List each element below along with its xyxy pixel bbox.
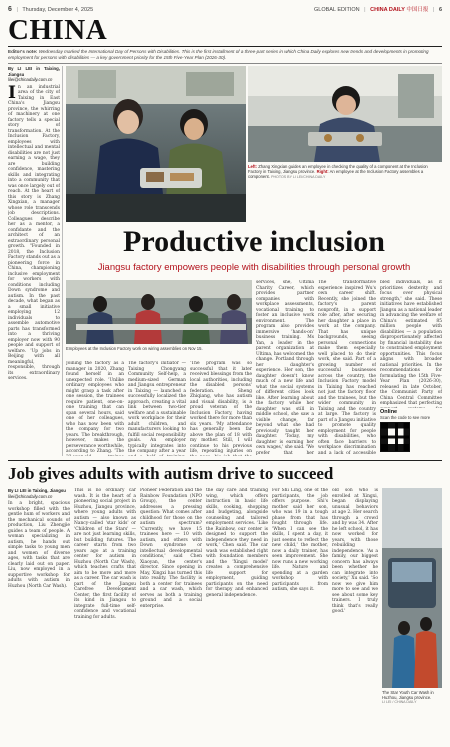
story1-column-1: [8, 66, 60, 457]
story1-column-4: 'The program was so successful that it later received blessings from the local authorities, including the disabled persons' federation. Sheng Zhiqiang, who has autism and visual disability, is a proud veteran of the Inclusion Factory, having worked there for more than six years. 'My attendance has generally been far above the plan of 18 with my mother. Still, I will continue to his previous life, repeating injuries on: [190, 361, 252, 454]
page-number: 6: [8, 5, 12, 13]
story2-text-1: In a bright, spacious workshop filled with the gentle hum of workers and the mechanical sounds of production, Liu Zhengjie guides a team of people. A woman specializing in autism, he hands out simple tasks to young men and women of diverse ages, with tasks that are clearly laid out on paper. Liu, now employed in a supportive workshop for adults with autism in Huzhou (North Car Wash).: [8, 501, 70, 589]
caption-left-label: Left:: [248, 164, 258, 169]
editor-rule: [8, 63, 442, 64]
story1-column-2: Joining the factory as a manager in 2020, Zhang found herself in an unexpected role. 'Unlike ordinary employees who might grasp a task after one session, the trainees require patient, one-on-one training that can span several hours, said one of her colleagues, who has now been with the company for two years. The breakthrough, however, makes the perseverance worthwhile, according to Zhang. 'The: [66, 361, 124, 454]
car-wash-credit: LI LEI / CHINA DAILY: [382, 700, 417, 705]
story2-column-5: For Shi Ling, one of the participants, the job offers purpose. Shi's mother said her son, who was 19 in a tough phase from that has fought through life. 'When I can see the skills, I spent a day, it just seems to reflect the new child,' the mother, now a daily trainer, has seen improvement. She now runs a new working life. Nature and spending at a garden workshop with participants from autism, she says it.: [272, 488, 328, 592]
photo-worker-assembling: [248, 66, 442, 162]
story1-column-5: services, she, Ultima Charity Career, which provides partner companies with workplace assessments, vocational training to foster an inclusive work environment. The program also provides immersive 'hands-on' business training. Ms Yan, a leader in the parent organization at Ultima, has welcomed the change. Portland through her daughter's experience. Her son, the daughter doesn't know much of a new life and what the social systems of different cities look like. After learning about the factory while her daughter was still in middle school, she saw a visible change, far beyond what she had previously taught her daughter. 'Today, my daughter is earning her own wages,' she said. 'We prefer that her: [256, 280, 314, 456]
story2-column-2: This is no ordinary car wash. It is the heart of a pioneering social project in Huzhou, Jiangsu province, where young adults with autism — also known as Nancy-called 'star kids' or 'Children of the Stars' — are not just learning skills, but building futures. The career starts from two years ago at a training center for autism in Huzhou (North Car Wash), which teaches crafts that aim to be more and more as a career. The car wash is part of the Jiangsu Carefree Development Center, the first facility of its kind in Jiangsu to integrate full-time self-confidence and vocational training for adults.: [74, 488, 136, 620]
story2-column-3: Pioneer Federation and the Rainbow Foundation (NPO Group), the center addresses a pressing question: What comes after childhood for those on the autism spectrum? 'Currently, we have 15 trainees here — 10 with autism, and others with Down syndrome or intellectual developmental conditions,' said Chen Xiaoyan, the center's director. Since opening in May, Xingxi has turned this into reality. The facility is both a center for trainees and a car wash, which serves as both a training ground and a social enterprise.: [140, 488, 202, 609]
story2-headline: Job gives adults with autism drive to succeed: [8, 464, 334, 483]
story1-byline: By LI LEI in Taixing, Jiangsu: [8, 66, 60, 77]
second-photo-caption: Employees at the Inclusion Factory work on wiring assemblies on Nov 15.: [66, 346, 203, 351]
story2-byline-email: lilei@chinadaily.com.cn: [8, 493, 53, 499]
story1-text-1: n an industrial area of the city of Taixing in East China's Jiangsu province, the whirring of machinery at one factory tells a special story of transformation. At the Inclusion Factory, employees with intellectual and mental disabilities are not just earning a wage, they are building confidence, mastering skills and integrating into a community that was once largely out of reach. At the heart of this story is Zhang Xingxian, a manager whose role transcends job descriptions. Colleagues describe her as a mentor, a confidante and the architect of an extraordinary personal growth. "Founded in 2018, the Inclusion Factory stands out as a pioneering force in China, championing inclusive employment for workers with conditions including Down syndrome and autism. In the past decade, what began as a small initiative employing 12 individuals to assemble automotive parts has transformed into a thriving employer now with 90 people and support of welfare. 'Up jobs in Beijing with all meaningful, responsible, through its extraordinary services.: [8, 84, 60, 381]
masthead-right: GLOBAL EDITION | CHINA DAILY 中国日报 | 6: [313, 7, 442, 13]
issue-date: Thursday, December 4, 2025: [22, 6, 94, 13]
section-rule: [8, 46, 442, 47]
masthead-left: 6 | Thursday, December 4, 2025: [8, 5, 94, 13]
online-text: Scan the code to see more: [380, 415, 431, 421]
page-marker: 6: [438, 7, 442, 13]
story2-byline: By LI LEI in Taixing, Jiangsu: [8, 488, 66, 493]
qr-code-icon[interactable]: [380, 422, 410, 452]
photo-wiring-workshop: [66, 280, 252, 344]
story-divider: [8, 460, 442, 461]
story1-column-6: The transformative experience inspired Wu's own career shift. Recently, she joined the factory's parent nonprofit, in a support role after, after securing her daughter a place in work at the company. That has unique backgrounds, seeing personal connections make them especially well placed to do their work, she said. Part of a growing number of successful businesses across the country, the Inclusion Factory model in Taixing has reached not just the factory floor and the trainees, but the wider community in Taixing and the country at large. The factory is part of a Jiangsu initiative to promote quality employment for people with disabilities, who often face barriers to workplace discrimination and a lack of accessible: [318, 280, 376, 456]
headline-deck: Jiangsu factory empowers people with disabilities through personal growth: [97, 262, 411, 273]
brand-name-cn: 中国日报: [406, 7, 429, 13]
column-divider: [62, 66, 63, 456]
caption-right-text: An employee at the Inclusion Factory assembles a component.: [248, 169, 424, 180]
story1-column-8: bled individuals, as it prioritizes dexterity and focus over physical strength,' she said. These initiatives have established Jiangsu as a national leader in advancing the welfare of China's estimated 85 million people with disabilities — a population disproportionately affected by financial instability due to constrained employment opportunities. This focus aligns with broader national priorities. In the recommendations for formulating the 15th Five-Year Plan (2026-30), released in late October, the Communist Party of China Central Committee emphasized that perfecting: [380, 280, 442, 406]
story2-column-6: old son who is enrolled at Xingxi, began displaying unusual behaviors at age 2. Her search through a crowd and by was 34. After he left school, it has now worked for years, with those rebuilding independence. 'As a family, our biggest concern has always been whether he can integrate into society,' Xu said. 'So now we give him more to see and we see about some key trainers. I truly think that's really good.': [332, 488, 378, 614]
editor-note: [8, 49, 442, 60]
headline-productive-inclusion: Productive inclusion: [123, 225, 385, 258]
edition-label: GLOBAL EDITION: [313, 7, 360, 13]
photo-car-wash: [382, 488, 442, 688]
story2-side-caption: [382, 690, 442, 740]
photo-caption: [248, 164, 442, 222]
photo-credit: PHOTOS BY LI LEI/CHINA DAILY: [271, 175, 326, 180]
editor-note-label: Editor's note:: [8, 49, 38, 54]
drop-cap: I: [8, 82, 16, 103]
story1-byline-email: lilei@chinadaily.com.cn: [8, 77, 53, 82]
section-title: CHINA: [8, 14, 108, 46]
caption-left-text: Zhang Xingxian guides an employee in checking the quality of a component at the Inclusion Factory in Taixing, Jiangsu province.: [248, 164, 428, 175]
story1-column-3: The factory's initiator — Taixing Chongyang Community Self-help, a medium-sized German and Jiangsu entrepreneur in Taixing — launched a successfully localized the approach, creating a vital link between two-tier welfare and a sustainable work workplace for their adult children, and manufacturers looking to fulfill social responsibility goals. An employer typically integrates into the company after a year: [128, 361, 186, 454]
brand-name: CHINA DAILY: [370, 7, 405, 13]
story2-column-4: the day care and training wing, which offers instruction in basic life skills, cooking, shopping and budgeting, alongside counseling and tailored employment services. 'Like the Rainbow, our center is designed to support the independence they need in work,' Chen said. The car wash was established right with foundation members and the 'Xingxi model' creates a comprehensive life support for employment, guiding participants on the need for therapy and enhanced general independence.: [206, 488, 268, 598]
story2-column-1: [8, 488, 70, 740]
online-box: [380, 410, 442, 456]
car-wash-caption: The Star Youth Car Wash in Huzhou, Jiangsu province.: [382, 690, 434, 701]
caption-right-label: Right:: [316, 169, 329, 175]
editor-note-text: Wednesday marked the International Day of Persons with Disabilities. This is the first installment of a three-part series in which China Daily explores new trends and developments in promoting employment for persons with disabilities — a key government priority for the 15th Five-Year Plan (2026-30).: [8, 49, 429, 60]
online-label: Online: [380, 409, 398, 415]
photo-manager-guiding: [66, 66, 246, 222]
